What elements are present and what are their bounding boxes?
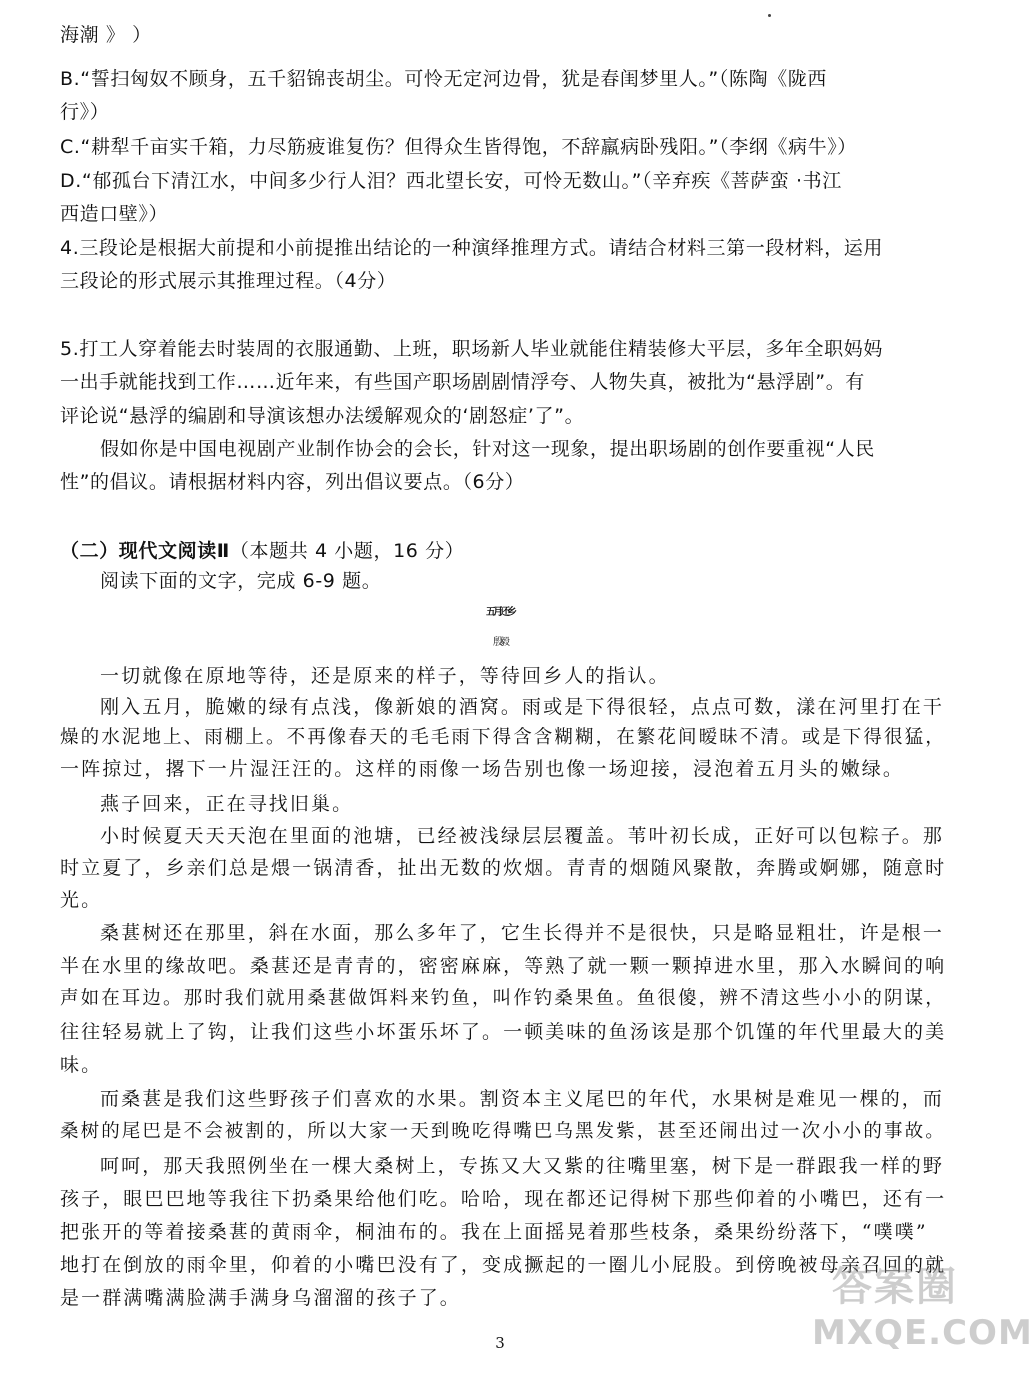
section-heading-note: （本题共 4 小题，16 分） [229, 540, 465, 562]
question-4-line: 4.三段论是根据大前提和小前提推出结论的一种演绎推理方式。请结合材料三第一段材料，运用 [60, 237, 883, 259]
article-paragraph-line: 往往轻易就上了钩，让我们这些小坏蛋乐坏了。一顿美味的鱼汤该是那个饥馑的年代里最大的美 [60, 1021, 947, 1043]
article-paragraph-line: 声如在耳边。那时我们就用桑葚做饵料来钓鱼，叫作钓桑果鱼。鱼很傻，辨不清这些小小的阴谋， [60, 988, 946, 1009]
article-author: 殷毅 [493, 637, 507, 648]
article-paragraph-line: 味。 [60, 1054, 103, 1076]
article-paragraph-line: 燕子回来，正在寻找旧巢。 [100, 793, 354, 815]
option-d-line: D.“郁孤台下清江水，中间多少行人泪？西北望长安，可怜无数山。”（辛弃疾《菩萨蛮 ·书江 [60, 170, 842, 192]
article-paragraph-line: 地打在倒放的雨伞里，仰着的小嘴巴没有了，变成撅起的一圈儿小屁股。到傍晚被母亲召回的就 [60, 1254, 947, 1276]
reading-instruction: 阅读下面的文字，完成 6-9 题。 [100, 570, 382, 592]
option-b-line: B.“誓扫匈奴不顾身，五千貂锦丧胡尘。可怜无定河边骨，犹是春闺梦里人。”（陈陶《陇西 [60, 68, 827, 90]
article-paragraph-line: 半在水里的缘故吧。桑葚还是青青的，密密麻麻，等熟了就一颗一颗掉进水里，那入水瞬间的响 [60, 955, 947, 977]
option-c-line: C.“耕犁千亩实千箱，力尽筋疲谁复伤？但得众生皆得饱，不辞羸病卧残阳。”（李纲《病牛》） [60, 136, 857, 158]
article-paragraph-line: 小时候夏天天天泡在里面的池塘，已经被浅绿层层覆盖。苇叶初长成，正好可以包粽子。那 [100, 825, 945, 847]
scan-speck [768, 14, 771, 17]
article-paragraph-line: 把张开的等着接桑葚的黄雨伞，桐油布的。我在上面摇晃着那些枝条，桑果纷纷落下，“噗噗” [60, 1221, 928, 1243]
article-paragraph-line: 是一群满嘴满脸满手满身乌溜溜的孩子了。 [60, 1287, 461, 1309]
question-5-line: 评论说“悬浮的编剧和导演该想办法缓解观众的‘剧怒症’了”。 [60, 405, 585, 427]
article-paragraph-line: 桑葚树还在那里，斜在水面，那么多年了，它生长得并不是很快，只是略显粗壮，许是根一 [100, 922, 945, 944]
watermark-top-text: 答案圈 [832, 1264, 958, 1310]
watermark-bottom-text: MXQE.COM [812, 1313, 1033, 1353]
watermark-logo [812, 1255, 1033, 1367]
article-paragraph-line: 一切就像在原地等待，还是原来的样子，等待回乡人的指认。 [100, 665, 670, 687]
article-paragraph-line: 时立夏了，乡亲们总是煨一锅清香，扯出无数的炊烟。青青的烟随风聚散，奔腾或婀娜，随意时 [60, 857, 947, 879]
option-d-line: 西造口壁》） [60, 203, 169, 225]
article-paragraph-line: 桑树的尾巴是不会被割的，所以大家一天到晚吃得嘴巴乌黑发紫，甚至还闹出过一次小小的事故。 [60, 1121, 946, 1142]
article-paragraph-line: 呵呵，那天我照例坐在一棵大桑树上，专拣又大又紫的往嘴里塞，树下是一群跟我一样的野 [100, 1155, 945, 1177]
article-paragraph-line: 而桑葚是我们这些野孩子们喜欢的水果。割资本主义尾巴的年代，水果树是难见一棵的，而 [100, 1088, 945, 1110]
article-title: 五月还乡 [486, 607, 514, 618]
section-heading-title: （二）现代文阅读Ⅱ [60, 540, 230, 562]
option-b-line: 行》） [60, 101, 110, 123]
article-paragraph-line: 燥的水泥地上、雨棚上。不再像春天的毛毛雨下得含含糊糊，在繁花间暧昧不清。或是下得很猛， [60, 727, 946, 748]
question-4-line: 三段论的形式展示其推理过程。（4分） [60, 270, 397, 292]
article-paragraph-line: 一阵掠过，撂下一片湿汪汪的。这样的雨像一场告别也像一场迎接，浸泡着五月头的嫩绿。 [60, 758, 905, 780]
question-5-line: 假如你是中国电视剧产业制作协会的会长，针对这一现象，提出职场剧的创作要重视“人民 [100, 438, 875, 460]
question-5-line: 一出手就能找到工作……近年来，有些国产职场剧剧情浮夸、人物失真，被批为“悬浮剧”。有 [60, 371, 865, 393]
section-heading [60, 538, 464, 564]
text-line: 海潮 》 ） [60, 24, 152, 46]
article-paragraph-line: 光。 [60, 889, 103, 911]
article-paragraph-line: 刚入五月，脆嫩的绿有点浅，像新娘的酒窝。雨或是下得很轻，点点可数，漾在河里打在干 [100, 696, 945, 718]
question-5-line: 5.打工人穿着能去时装周的衣服通勤、上班，职场新人毕业就能住精装修大平层，多年全职妈妈 [60, 338, 883, 360]
question-5-line: 性”的倡议。请根据材料内容，列出倡议要点。（6分） [60, 471, 525, 493]
page-number: 3 [495, 1334, 505, 1352]
article-paragraph-line: 孩子，眼巴巴地等我往下扔桑果给他们吃。哈哈，现在都还记得树下那些仰着的小嘴巴，还有一 [60, 1188, 947, 1210]
